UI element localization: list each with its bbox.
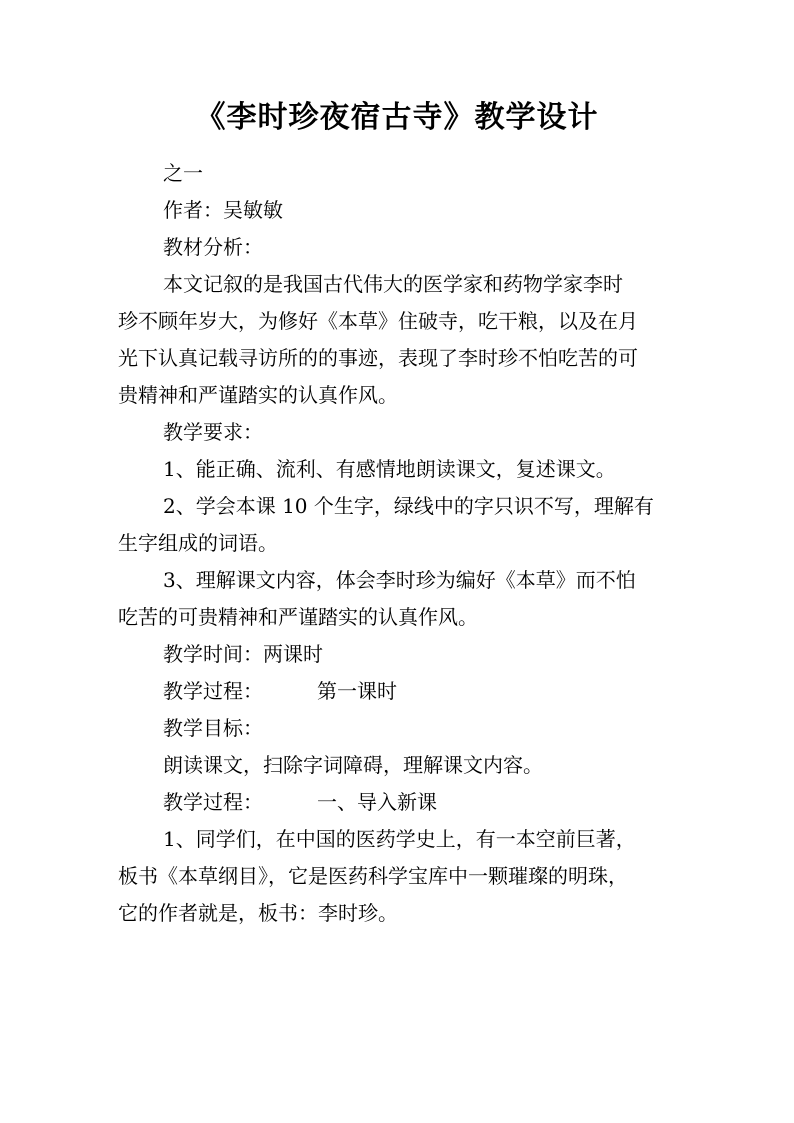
paragraph-line: 它的作者就是，板书：李时珍。 — [118, 901, 398, 925]
paragraph-line: 贵精神和严谨踏实的认真作风。 — [118, 383, 398, 407]
teaching-process-value: 一、导入新课 — [317, 790, 437, 814]
teaching-process-label: 教学过程： — [163, 679, 263, 703]
paragraph-line: 本文记叙的是我国古代伟大的医学家和药物学家李时 — [163, 272, 623, 296]
requirement-item: 3、理解课文内容，体会李时珍为编好《本草》而不怕 — [163, 568, 636, 592]
document-body — [118, 155, 678, 932]
teaching-process-value: 第一课时 — [317, 679, 397, 703]
teaching-time: 教学时间：两课时 — [163, 642, 323, 666]
paragraph-line: 1、同学们，在中国的医药学史上，有一本空前巨著， — [163, 827, 636, 851]
teaching-process-line — [118, 673, 678, 710]
heading-material-analysis: 教材分析： — [163, 235, 263, 259]
requirement-item-continued: 生字组成的词语。 — [118, 531, 278, 555]
author-line: 作者：吴敏敏 — [163, 198, 283, 222]
paragraph-line: 板书《本草纲目》，它是医药科学宝库中一颗璀璨的明珠， — [118, 864, 628, 888]
section-label: 之一 — [163, 161, 203, 185]
heading-teaching-requirements: 教学要求： — [163, 420, 263, 444]
heading-teaching-goals: 教学目标： — [163, 716, 263, 740]
goal-item: 朗读课文，扫除字词障碍，理解课文内容。 — [163, 753, 543, 777]
paragraph-line: 光下认真记载寻访所的的事迹，表现了李时珍不怕吃苦的可 — [118, 346, 638, 370]
teaching-process-label: 教学过程： — [163, 790, 263, 814]
teaching-process-line — [118, 784, 678, 821]
document-title: 《李时珍夜宿古寺》教学设计 — [195, 100, 599, 135]
requirement-item: 1、能正确、流利、有感情地朗读课文，复述课文。 — [163, 457, 616, 481]
requirement-item-continued: 吃苦的可贵精神和严谨踏实的认真作风。 — [118, 605, 478, 629]
paragraph-line: 珍不顾年岁大，为修好《本草》住破寺，吃干粮，以及在月 — [118, 309, 638, 333]
requirement-item: 2、学会本课 10 个生字，绿线中的字只识不写，理解有 — [163, 494, 654, 518]
